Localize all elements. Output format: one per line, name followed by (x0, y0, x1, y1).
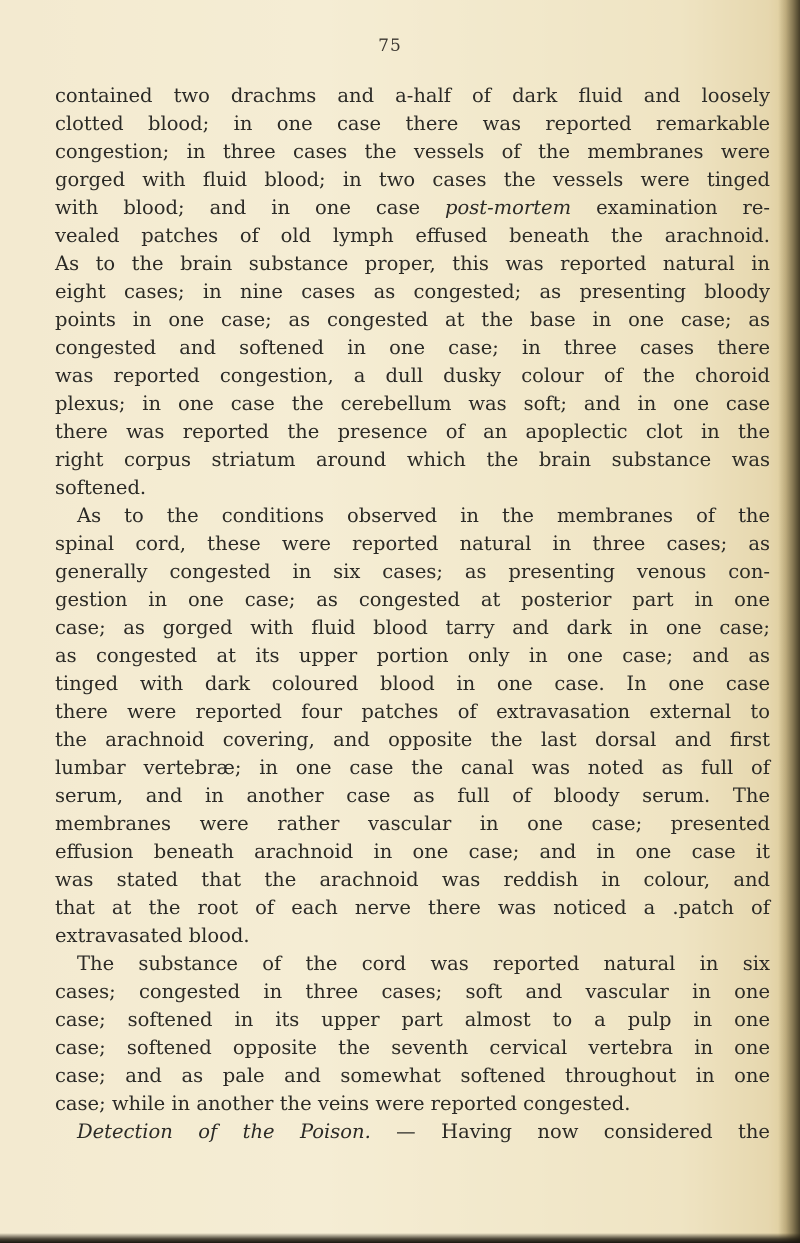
text-line: there was reported the presence of an apoplectic clot in the (55, 420, 770, 443)
text-line: spinal cord, these were reported natural in three cases; as (55, 532, 770, 555)
text-line: right corpus striatum around which the brain substance was (55, 448, 770, 471)
text-line (55, 194, 770, 222)
text-line: plexus; in one case the cerebellum was soft; and in one case (55, 392, 770, 415)
italic-text-segment: post-mortem (445, 196, 572, 219)
text-line: congestion; in three cases the vessels of the membranes were (55, 140, 770, 163)
page-bottom-edge (0, 1233, 800, 1243)
text-line (55, 1118, 770, 1146)
text-line: vealed patches of old lymph effused beneath the arachnoid. (55, 224, 770, 247)
text-line: case; softened in its upper part almost to a pulp in one (55, 1008, 770, 1031)
text-segment: with blood; and in one case (55, 196, 446, 219)
text-segment: examination re- (571, 196, 771, 219)
text-line: was reported congestion, a dull dusky colour of the choroid (55, 364, 770, 387)
text-line: case; softened opposite the seventh cervical vertebra in one (55, 1036, 770, 1059)
text-line: was stated that the arachnoid was reddish in colour, and (55, 868, 770, 891)
text-line: clotted blood; in one case there was reported remarkable (55, 112, 770, 135)
page-gutter-shadow (778, 0, 800, 1243)
text-line: points in one case; as congested at the base in one case; as (55, 308, 770, 331)
text-line: membranes were rather vascular in one case; presented (55, 812, 770, 835)
text-line: eight cases; in nine cases as congested; as presenting bloody (55, 280, 770, 303)
text-line: congested and softened in one case; in three cases there (55, 336, 770, 359)
text-line: case; as gorged with fluid blood tarry and dark in one case; (55, 616, 770, 639)
text-line: tinged with dark coloured blood in one case. In one case (55, 672, 770, 695)
body-text (55, 82, 770, 1146)
text-line: contained two drachms and a-half of dark fluid and loosely (55, 84, 770, 107)
italic-text-segment: Detection of the Poison. (77, 1120, 371, 1143)
text-line: The substance of the cord was reported natural in six (77, 952, 770, 975)
text-line: As to the conditions observed in the membranes of the (77, 504, 770, 527)
text-line: the arachnoid covering, and opposite the last dorsal and first (55, 728, 770, 751)
text-line: serum, and in another case as full of bloody serum. The (55, 784, 770, 807)
text-line: gorged with fluid blood; in two cases the vessels were tinged (55, 168, 770, 191)
text-line: case; and as pale and somewhat softened throughout in one (55, 1064, 770, 1087)
text-line: that at the root of each nerve there was noticed a .patch of (55, 896, 770, 919)
text-line: gestion in one case; as congested at posterior part in one (55, 588, 770, 611)
text-line: softened. (55, 476, 147, 499)
text-line: there were reported four patches of extravasation external to (55, 700, 770, 723)
text-line: As to the brain substance proper, this was reported natural in (55, 252, 770, 275)
page-number: 75 (378, 36, 402, 56)
text-line: lumbar vertebræ; in one case the canal was noted as full of (55, 756, 770, 779)
text-line: effusion beneath arachnoid in one case; and in one case it (55, 840, 770, 863)
text-line: case; while in another the veins were reported congested. (55, 1092, 631, 1115)
text-line: generally congested in six cases; as presenting venous con- (55, 560, 770, 583)
text-line: as congested at its upper portion only in one case; and as (55, 644, 770, 667)
text-line: extravasated blood. (55, 924, 250, 947)
text-line: cases; congested in three cases; soft and vascular in one (55, 980, 770, 1003)
text-segment: — Having now considered the (370, 1120, 770, 1143)
